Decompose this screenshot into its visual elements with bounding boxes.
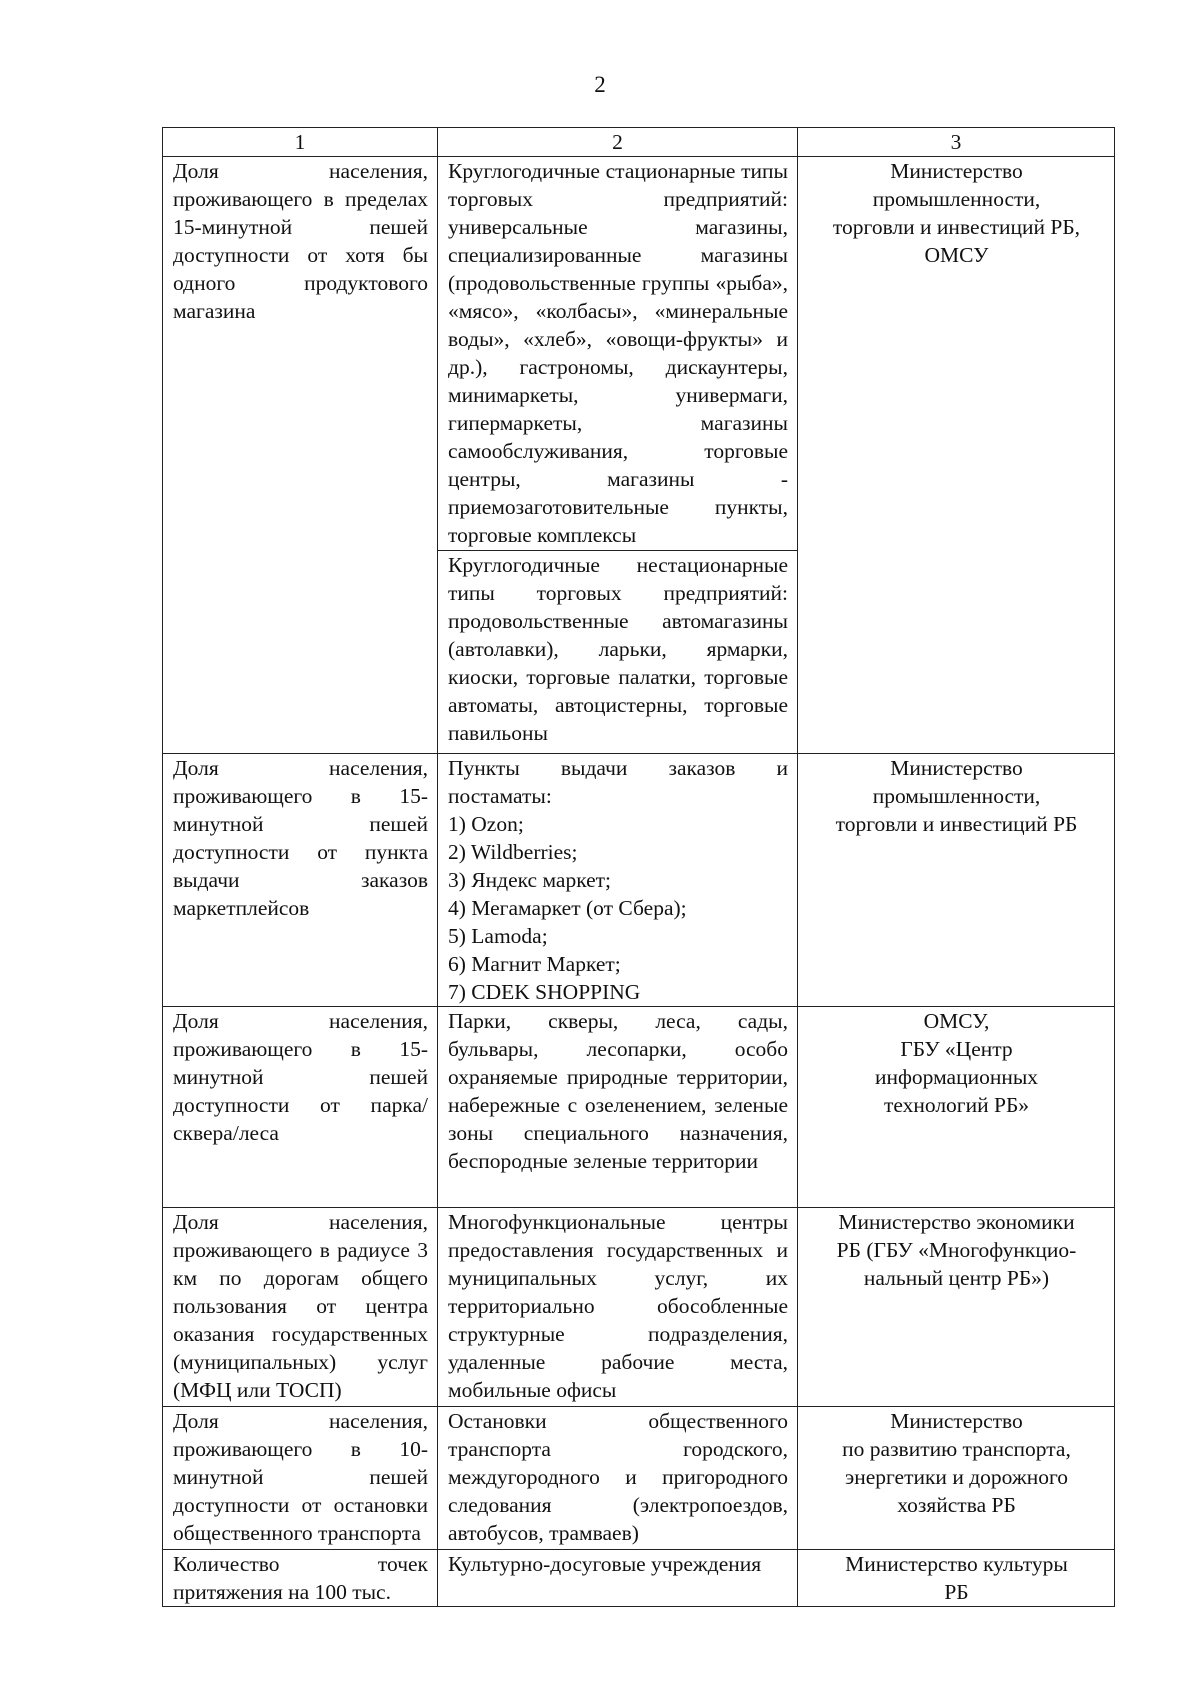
list-item: 7) CDEK SHOPPING bbox=[448, 980, 641, 1004]
responsible-line: торговли и инвестиций РБ bbox=[835, 812, 1078, 836]
list-item: 4) Мегамаркет (от Сбера); bbox=[448, 896, 687, 920]
object-cell bbox=[438, 754, 798, 1007]
responsible-line: ГБУ «Центр bbox=[900, 1037, 1013, 1061]
responsible-line: промышленности, bbox=[872, 187, 1041, 211]
object-cell: Остановки общественного транспорта городского, междугородного и пригородного следования (электропоездов, автобусов, трамваев) bbox=[438, 1407, 798, 1550]
list-item: 5) Lamoda; bbox=[448, 924, 548, 948]
header-cell: 2 bbox=[438, 128, 798, 157]
responsible-line: ОМСУ, bbox=[923, 1009, 990, 1033]
table-row bbox=[163, 1007, 1115, 1208]
indicator-cell: Доля населения, проживающего в радиусе 3 км по дорогам общего пользования от центра оказания государственных (муниципальных) услуг (МФЦ или ТОСП) bbox=[163, 1208, 438, 1407]
responsible-line: промышленности, bbox=[872, 784, 1041, 808]
responsible-line: РБ (ГБУ «Многофункцио- bbox=[836, 1238, 1077, 1262]
responsible-cell bbox=[798, 157, 1115, 754]
table-row bbox=[163, 1407, 1115, 1550]
indicators-table bbox=[162, 127, 1115, 1607]
table-row bbox=[163, 1208, 1115, 1407]
responsible-line: РБ bbox=[944, 1580, 969, 1604]
object-cell: Круглогодичные нестационарные типы торговых предприятий: продовольственные автомагазины (автолавки), ларьки, ярмарки, киоски, торговые палатки, торговые автоматы, автоцистерны, торговые павильоны bbox=[438, 551, 798, 754]
responsible-line: хозяйства РБ bbox=[897, 1493, 1016, 1517]
indicator-cell: Доля населения, проживающего в 10-минутной пешей доступности от остановки общественного транспорта bbox=[163, 1407, 438, 1550]
indicator-cell: Доля населения, проживающего в пределах 15-минутной пешей доступности от хотя бы одного продуктового магазина bbox=[163, 157, 438, 754]
responsible-line: нальный центр РБ») bbox=[863, 1266, 1050, 1290]
responsible-line: по развитию транспорта, bbox=[842, 1437, 1071, 1461]
table-row bbox=[163, 754, 1115, 1007]
responsible-line: информационных bbox=[874, 1065, 1039, 1089]
object-cell: Круглогодичные стационарные типы торговых предприятий: универсальные магазины, специализированные магазины (продовольственные группы «рыба», «мясо», «колбасы», «минеральные воды», «хлеб», «овощи-фрукты» и др.), гастрономы, дискаунтеры, минимаркеты, универмаги, гипермаркеты, магазины самообслуживания, торговые центры, магазины - приемозаготовительные пункты, торговые комплексы bbox=[438, 157, 798, 551]
responsible-line: технологий РБ» bbox=[883, 1093, 1030, 1117]
indicator-cell: Доля населения, проживающего в 15-минутной пешей доступности от пункта выдачи заказов маркетплейсов bbox=[163, 754, 438, 1007]
responsible-line: энергетики и дорожного bbox=[844, 1465, 1068, 1489]
header-cell: 1 bbox=[163, 128, 438, 157]
responsible-line: торговли и инвестиций РБ, bbox=[832, 215, 1081, 239]
list-item: 2) Wildberries; bbox=[448, 840, 578, 864]
object-cell: Парки, скверы, леса, сады, бульвары, лесопарки, особо охраняемые природные территории, набережные с озеленением, зеленые зоны специального назначения, беспородные зеленые территории bbox=[438, 1007, 798, 1208]
list-item: 3) Яндекс маркет; bbox=[448, 868, 612, 892]
page-number: 2 bbox=[594, 72, 606, 97]
responsible-cell bbox=[798, 754, 1115, 1007]
table-header-row bbox=[163, 128, 1115, 157]
table-row bbox=[163, 157, 1115, 551]
header-cell: 3 bbox=[798, 128, 1115, 157]
object-cell: Многофункциональные центры предоставления государственных и муниципальных услуг, их территориально обособленные структурные подразделения, удаленные рабочие места, мобильные офисы bbox=[438, 1208, 798, 1407]
indicator-cell: Количество точек притяжения на 100 тыс. bbox=[163, 1550, 438, 1607]
responsible-line: Министерство bbox=[890, 756, 1023, 780]
responsible-line: Министерство экономики bbox=[838, 1210, 1075, 1234]
object-intro: Пункты выдачи заказов и постаматы: bbox=[448, 756, 788, 808]
list-item: 1) Ozon; bbox=[448, 812, 524, 836]
responsible-line: ОМСУ bbox=[924, 243, 989, 267]
object-cell: Культурно-досуговые учреждения bbox=[438, 1550, 798, 1607]
responsible-line: Министерство bbox=[890, 159, 1023, 183]
indicator-cell: Доля населения, проживающего в 15-минутной пешей доступности от парка/сквера/леса bbox=[163, 1007, 438, 1208]
responsible-line: Министерство культуры bbox=[845, 1552, 1068, 1576]
responsible-cell bbox=[798, 1550, 1115, 1607]
responsible-cell bbox=[798, 1007, 1115, 1208]
list-item: 6) Магнит Маркет; bbox=[448, 952, 621, 976]
responsible-cell bbox=[798, 1407, 1115, 1550]
responsible-line: Министерство bbox=[890, 1409, 1023, 1433]
table-row bbox=[163, 1550, 1115, 1607]
responsible-cell bbox=[798, 1208, 1115, 1407]
